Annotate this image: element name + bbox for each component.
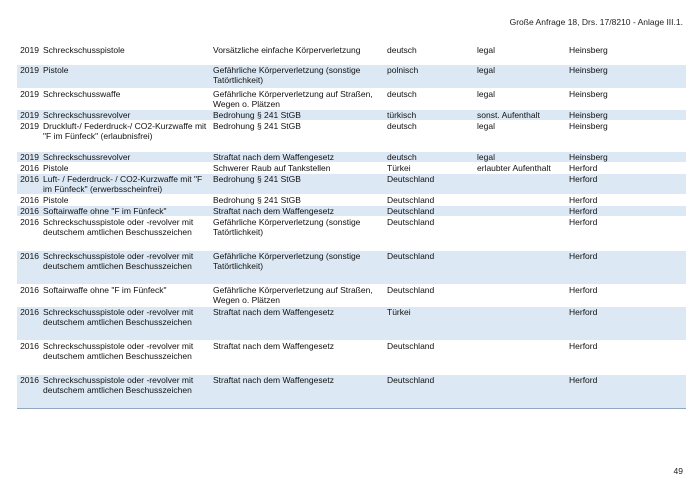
cell-waffe: Pistole bbox=[41, 195, 211, 206]
table-row bbox=[17, 163, 686, 174]
cell-delikt: Straftat nach dem Waffengesetz bbox=[211, 152, 385, 163]
cell-delikt: Gefährliche Körperverletzung auf Straßen, Wegen o. Plätzen bbox=[211, 89, 385, 110]
cell-waffe: Schreckschusspistole oder -revolver mit deutschem amtlichen Beschusszeichen bbox=[41, 217, 211, 251]
cell-delikt: Bedrohung § 241 StGB bbox=[211, 174, 385, 195]
cell-delikt: Gefährliche Körperverletzung auf Straßen, Wegen o. Plätzen bbox=[211, 285, 385, 307]
cell-status: sonst. Aufenthalt bbox=[475, 110, 567, 121]
cell-nat: Türkei bbox=[385, 163, 475, 174]
cell-delikt: Bedrohung § 241 StGB bbox=[211, 110, 385, 121]
cell-year: 2019 bbox=[17, 152, 41, 163]
cell-waffe: Softairwaffe ohne "F im Fünfeck" bbox=[41, 285, 211, 307]
cell-year: 2019 bbox=[17, 45, 41, 65]
cell-nat: türkisch bbox=[385, 110, 475, 121]
cell-status: erlaubter Aufenthalt bbox=[475, 163, 567, 174]
cell-nat: Deutschland bbox=[385, 174, 475, 195]
cell-status bbox=[475, 174, 567, 195]
cell-delikt: Bedrohung § 241 StGB bbox=[211, 121, 385, 152]
cell-delikt: Gefährliche Körperverletzung (sonstige Tatörtlichkeit) bbox=[211, 251, 385, 285]
cell-waffe: Pistole bbox=[41, 65, 211, 89]
cell-year: 2016 bbox=[17, 174, 41, 195]
cell-status bbox=[475, 206, 567, 217]
table-row bbox=[17, 341, 686, 375]
cell-ort: Herford bbox=[567, 206, 686, 217]
cell-year: 2016 bbox=[17, 206, 41, 217]
cell-ort: Herford bbox=[567, 217, 686, 251]
cell-status bbox=[475, 251, 567, 285]
cell-year: 2016 bbox=[17, 195, 41, 206]
table-row bbox=[17, 45, 686, 65]
table-row bbox=[17, 89, 686, 110]
cell-ort: Herford bbox=[567, 285, 686, 307]
cell-nat: deutsch bbox=[385, 152, 475, 163]
cell-year: 2019 bbox=[17, 121, 41, 152]
cell-delikt: Gefährliche Körperverletzung (sonstige Tatörtlichkeit) bbox=[211, 65, 385, 89]
cell-delikt: Schwerer Raub auf Tankstellen bbox=[211, 163, 385, 174]
cell-nat: deutsch bbox=[385, 89, 475, 110]
cell-ort: Heinsberg bbox=[567, 89, 686, 110]
cell-ort: Heinsberg bbox=[567, 45, 686, 65]
cell-ort: Herford bbox=[567, 341, 686, 375]
cell-ort: Heinsberg bbox=[567, 110, 686, 121]
table-row bbox=[17, 375, 686, 409]
cell-ort: Herford bbox=[567, 174, 686, 195]
cell-waffe: Schreckschusspistole oder -revolver mit deutschem amtlichen Beschusszeichen bbox=[41, 307, 211, 341]
cell-ort: Heinsberg bbox=[567, 121, 686, 152]
table-row bbox=[17, 307, 686, 341]
cell-year: 2016 bbox=[17, 307, 41, 341]
page-number: 49 bbox=[673, 466, 683, 476]
cell-year: 2016 bbox=[17, 163, 41, 174]
cell-status: legal bbox=[475, 121, 567, 152]
cell-waffe: Schreckschusswaffe bbox=[41, 89, 211, 110]
cell-waffe: Softairwaffe ohne "F im Fünfeck" bbox=[41, 206, 211, 217]
table-row bbox=[17, 206, 686, 217]
cell-nat: Deutschland bbox=[385, 285, 475, 307]
cell-waffe: Druckluft-/ Federdruck-/ CO2-Kurzwaffe mit "F im Fünfeck" (erlaubnisfrei) bbox=[41, 121, 211, 152]
cell-year: 2016 bbox=[17, 375, 41, 409]
cell-status bbox=[475, 341, 567, 375]
cell-waffe: Pistole bbox=[41, 163, 211, 174]
incident-table bbox=[17, 44, 686, 409]
table-row bbox=[17, 174, 686, 195]
cell-status: legal bbox=[475, 45, 567, 65]
table-row bbox=[17, 65, 686, 89]
cell-delikt: Straftat nach dem Waffengesetz bbox=[211, 206, 385, 217]
table-row bbox=[17, 251, 686, 285]
cell-waffe: Schreckschussrevolver bbox=[41, 152, 211, 163]
cell-status bbox=[475, 217, 567, 251]
cell-delikt: Bedrohung § 241 StGB bbox=[211, 195, 385, 206]
cell-delikt: Straftat nach dem Waffengesetz bbox=[211, 307, 385, 341]
table-row bbox=[17, 121, 686, 152]
cell-waffe: Schreckschusspistole bbox=[41, 45, 211, 65]
cell-delikt: Vorsätzliche einfache Körperverletzung bbox=[211, 45, 385, 65]
cell-nat: Deutschland bbox=[385, 217, 475, 251]
cell-waffe: Schreckschusspistole oder -revolver mit deutschem amtlichen Beschusszeichen bbox=[41, 251, 211, 285]
cell-status: legal bbox=[475, 89, 567, 110]
cell-nat: Deutschland bbox=[385, 375, 475, 409]
cell-ort: Herford bbox=[567, 195, 686, 206]
cell-status: legal bbox=[475, 152, 567, 163]
cell-nat: polnisch bbox=[385, 65, 475, 89]
cell-delikt: Gefährliche Körperverletzung (sonstige Tatörtlichkeit) bbox=[211, 217, 385, 251]
cell-status bbox=[475, 375, 567, 409]
cell-waffe: Schreckschusspistole oder -revolver mit deutschem amtlichen Beschusszeichen bbox=[41, 341, 211, 375]
cell-delikt: Straftat nach dem Waffengesetz bbox=[211, 341, 385, 375]
cell-waffe: Schreckschusspistole oder -revolver mit deutschem amtlichen Beschusszeichen bbox=[41, 375, 211, 409]
cell-ort: Herford bbox=[567, 251, 686, 285]
cell-nat: Deutschland bbox=[385, 341, 475, 375]
cell-year: 2016 bbox=[17, 217, 41, 251]
cell-status: legal bbox=[475, 65, 567, 89]
cell-delikt: Straftat nach dem Waffengesetz bbox=[211, 375, 385, 409]
page-header: Große Anfrage 18, Drs. 17/8210 - Anlage III.1. bbox=[509, 17, 683, 27]
cell-year: 2019 bbox=[17, 110, 41, 121]
cell-nat: Deutschland bbox=[385, 195, 475, 206]
table-row bbox=[17, 285, 686, 307]
cell-status bbox=[475, 195, 567, 206]
table-row bbox=[17, 152, 686, 163]
cell-waffe: Luft- / Federdruck- / CO2-Kurzwaffe mit "F im Fünfeck" (erwerbsscheinfrei) bbox=[41, 174, 211, 195]
cell-ort: Herford bbox=[567, 307, 686, 341]
cell-year: 2019 bbox=[17, 89, 41, 110]
cell-ort: Herford bbox=[567, 163, 686, 174]
table-row bbox=[17, 110, 686, 121]
cell-status bbox=[475, 285, 567, 307]
table-row bbox=[17, 217, 686, 251]
cell-nat: Deutschland bbox=[385, 206, 475, 217]
cell-nat: deutsch bbox=[385, 45, 475, 65]
cell-waffe: Schreckschussrevolver bbox=[41, 110, 211, 121]
cell-year: 2019 bbox=[17, 65, 41, 89]
cell-year: 2016 bbox=[17, 341, 41, 375]
cell-year: 2016 bbox=[17, 285, 41, 307]
cell-nat: Türkei bbox=[385, 307, 475, 341]
cell-status bbox=[475, 307, 567, 341]
table-row bbox=[17, 195, 686, 206]
cell-nat: Deutschland bbox=[385, 251, 475, 285]
cell-ort: Heinsberg bbox=[567, 65, 686, 89]
cell-year: 2016 bbox=[17, 251, 41, 285]
cell-nat: deutsch bbox=[385, 121, 475, 152]
cell-ort: Heinsberg bbox=[567, 152, 686, 163]
cell-ort: Herford bbox=[567, 375, 686, 409]
